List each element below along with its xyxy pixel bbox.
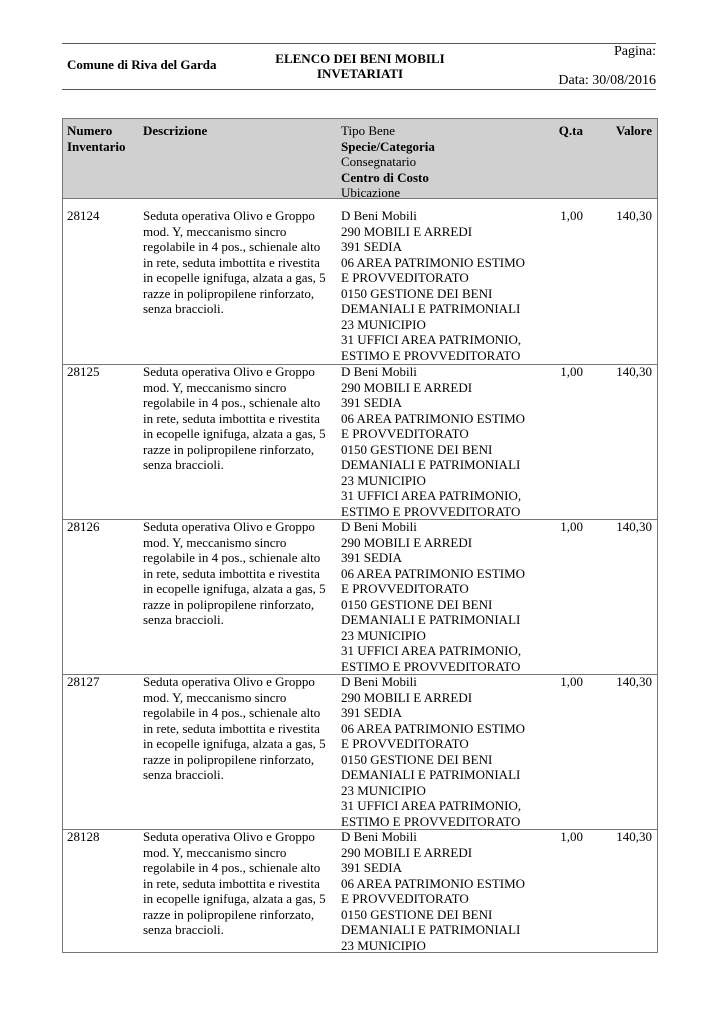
cell-descrizione [143, 208, 335, 317]
cell-qta: 1,00 [560, 364, 583, 379]
tipo-line: 391 SEDIA [341, 860, 403, 875]
descrizione-line: mod. Y, meccanismo sincro [143, 534, 287, 550]
tipo-line: DEMANIALI E PATRIMONIALI [341, 457, 521, 472]
tipo-line: 23 MUNICIPIO [341, 782, 426, 798]
tipo-line: 23 MUNICIPIO [341, 316, 426, 332]
header-numero-line1: Numero [67, 123, 113, 138]
tipo-line: 06 AREA PATRIMONIO ESTIMO [341, 565, 526, 581]
table-row [63, 209, 657, 365]
header-qta: Q.ta [558, 123, 583, 138]
cell-valore: 140,30 [616, 364, 652, 379]
descrizione-line: mod. Y, meccanismo sincro [143, 844, 287, 860]
inventory-table [62, 118, 658, 953]
tipo-line: 290 MOBILI E ARREDI [341, 689, 473, 705]
header-ubicazione: Ubicazione [341, 185, 401, 200]
tipo-line: E PROVVEDITORATO [341, 426, 469, 441]
tipo-line: 31 UFFICI AREA PATRIMONIO, [341, 332, 522, 347]
tipo-line: 391 SEDIA [341, 395, 403, 410]
cell-descrizione [143, 364, 335, 473]
cell-tipo-bene [341, 519, 541, 674]
header-bottom-rule [62, 89, 656, 90]
cell-valore: 140,30 [616, 519, 652, 534]
descrizione-line: regolabile in 4 pos., schienale alto [143, 550, 321, 565]
header-valore: Valore [615, 123, 652, 138]
descrizione-line: in rete, seduta imbottita e rivestita [143, 875, 320, 891]
tipo-line: DEMANIALI E PATRIMONIALI [341, 922, 521, 937]
cell-numero-inventario: 28124 [67, 208, 100, 223]
cell-tipo-bene [341, 829, 541, 953]
cell-descrizione [143, 519, 335, 628]
header-top-rule [62, 43, 656, 44]
descrizione-line: in rete, seduta imbottita e rivestita [143, 254, 320, 270]
descrizione-line: senza braccioli. [143, 612, 224, 627]
descrizione-line: mod. Y, meccanismo sincro [143, 379, 287, 395]
tipo-line: 0150 GESTIONE DEI BENI [341, 596, 493, 612]
table-row [63, 520, 657, 675]
table-header-row [63, 119, 657, 199]
tipo-line: 0150 GESTIONE DEI BENI [341, 441, 493, 457]
tipo-line: E PROVVEDITORATO [341, 891, 469, 906]
descrizione-line: razze in polipropilene rinforzato, [143, 441, 315, 457]
descrizione-line: razze in polipropilene rinforzato, [143, 751, 315, 767]
cell-descrizione [143, 674, 335, 783]
tipo-line: 06 AREA PATRIMONIO ESTIMO [341, 410, 526, 426]
descrizione-line: senza braccioli. [143, 301, 224, 316]
tipo-line: 06 AREA PATRIMONIO ESTIMO [341, 875, 526, 891]
tipo-line: 0150 GESTIONE DEI BENI [341, 906, 493, 922]
descrizione-line: regolabile in 4 pos., schienale alto [143, 395, 321, 410]
descrizione-line: regolabile in 4 pos., schienale alto [143, 239, 321, 254]
document-title-line2: INVETARIATI [316, 66, 404, 81]
page-label: Pagina: [614, 44, 656, 59]
tipo-line: D Beni Mobili [341, 364, 417, 379]
descrizione-line: Seduta operativa Olivo e Groppo [143, 829, 315, 844]
descrizione-line: mod. Y, meccanismo sincro [143, 223, 287, 239]
cell-numero-inventario: 28128 [67, 829, 100, 844]
tipo-line: D Beni Mobili [341, 208, 417, 223]
tipo-line: 290 MOBILI E ARREDI [341, 844, 473, 860]
descrizione-line: senza braccioli. [143, 767, 224, 782]
descrizione-line: razze in polipropilene rinforzato, [143, 596, 315, 612]
tipo-line: E PROVVEDITORATO [341, 581, 469, 596]
tipo-line: E PROVVEDITORATO [341, 736, 469, 751]
descrizione-line: Seduta operativa Olivo e Groppo [143, 519, 315, 534]
tipo-line: 31 UFFICI AREA PATRIMONIO, [341, 643, 522, 658]
tipo-line: 391 SEDIA [341, 550, 403, 565]
report-date: Data: 30/08/2016 [558, 73, 656, 88]
tipo-line: 31 UFFICI AREA PATRIMONIO, [341, 798, 522, 813]
descrizione-line: regolabile in 4 pos., schienale alto [143, 705, 321, 720]
cell-tipo-bene [341, 674, 541, 829]
tipo-line: 290 MOBILI E ARREDI [341, 534, 473, 550]
cell-qta: 1,00 [560, 674, 583, 689]
tipo-line: 391 SEDIA [341, 239, 403, 254]
tipo-line: DEMANIALI E PATRIMONIALI [341, 612, 521, 627]
descrizione-line: razze in polipropilene rinforzato, [143, 906, 315, 922]
descrizione-line: Seduta operativa Olivo e Groppo [143, 674, 315, 689]
tipo-line: ESTIMO E PROVVEDITORATO [341, 813, 521, 829]
header-numero-line2: Inventario [67, 138, 126, 154]
tipo-line: ESTIMO E PROVVEDITORATO [341, 347, 521, 363]
tipo-line: 0150 GESTIONE DEI BENI [341, 751, 493, 767]
tipo-line: DEMANIALI E PATRIMONIALI [341, 767, 521, 782]
header-tipo-group [341, 123, 541, 201]
tipo-line: E PROVVEDITORATO [341, 270, 469, 285]
table-row [63, 365, 657, 520]
descrizione-line: Seduta operativa Olivo e Groppo [143, 208, 315, 223]
cell-valore: 140,30 [616, 208, 652, 223]
cell-numero-inventario: 28127 [67, 674, 100, 689]
tipo-line: ESTIMO E PROVVEDITORATO [341, 503, 521, 519]
tipo-line: 23 MUNICIPIO [341, 627, 426, 643]
cell-valore: 140,30 [616, 674, 652, 689]
document-title [250, 51, 470, 81]
descrizione-line: razze in polipropilene rinforzato, [143, 285, 315, 301]
tipo-line: ESTIMO E PROVVEDITORATO [341, 658, 521, 674]
header-centro-di-costo: Centro di Costo [341, 169, 429, 185]
descrizione-line: in ecopelle ignifuga, alzata a gas, 5 [143, 426, 326, 441]
descrizione-line: senza braccioli. [143, 922, 224, 937]
cell-numero-inventario: 28125 [67, 364, 100, 379]
descrizione-line: in ecopelle ignifuga, alzata a gas, 5 [143, 891, 326, 906]
header-consegnatario: Consegnatario [341, 154, 417, 169]
cell-qta: 1,00 [560, 829, 583, 844]
table-row [63, 830, 657, 953]
cell-tipo-bene [341, 208, 541, 363]
tipo-line: D Beni Mobili [341, 829, 417, 844]
tipo-line: D Beni Mobili [341, 674, 417, 689]
header-specie-categoria: Specie/Categoria [341, 138, 435, 154]
tipo-line: 290 MOBILI E ARREDI [341, 379, 473, 395]
descrizione-line: in rete, seduta imbottita e rivestita [143, 565, 320, 581]
tipo-line: 391 SEDIA [341, 705, 403, 720]
cell-valore: 140,30 [616, 829, 652, 844]
descrizione-line: in rete, seduta imbottita e rivestita [143, 410, 320, 426]
descrizione-line: senza braccioli. [143, 457, 224, 472]
tipo-line: 23 MUNICIPIO [341, 937, 426, 953]
descrizione-line: in rete, seduta imbottita e rivestita [143, 720, 320, 736]
tipo-line: D Beni Mobili [341, 519, 417, 534]
tipo-line: 23 MUNICIPIO [341, 472, 426, 488]
table-body [63, 209, 657, 953]
cell-descrizione [143, 829, 335, 938]
municipality-name: Comune di Riva del Garda [67, 57, 217, 72]
cell-qta: 1,00 [560, 208, 583, 223]
tipo-line: DEMANIALI E PATRIMONIALI [341, 301, 521, 316]
cell-tipo-bene [341, 364, 541, 519]
cell-numero-inventario: 28126 [67, 519, 100, 534]
header-tipo-bene: Tipo Bene [341, 123, 396, 138]
descrizione-line: Seduta operativa Olivo e Groppo [143, 364, 315, 379]
document-title-line1: ELENCO DEI BENI MOBILI [275, 51, 445, 66]
tipo-line: 06 AREA PATRIMONIO ESTIMO [341, 254, 526, 270]
descrizione-line: mod. Y, meccanismo sincro [143, 689, 287, 705]
table-row [63, 675, 657, 830]
header-numero-inventario [67, 123, 139, 154]
header-descrizione: Descrizione [143, 123, 208, 138]
tipo-line: 31 UFFICI AREA PATRIMONIO, [341, 488, 522, 503]
cell-qta: 1,00 [560, 519, 583, 534]
tipo-line: 0150 GESTIONE DEI BENI [341, 285, 493, 301]
descrizione-line: regolabile in 4 pos., schienale alto [143, 860, 321, 875]
descrizione-line: in ecopelle ignifuga, alzata a gas, 5 [143, 270, 326, 285]
descrizione-line: in ecopelle ignifuga, alzata a gas, 5 [143, 736, 326, 751]
tipo-line: 06 AREA PATRIMONIO ESTIMO [341, 720, 526, 736]
tipo-line: 290 MOBILI E ARREDI [341, 223, 473, 239]
descrizione-line: in ecopelle ignifuga, alzata a gas, 5 [143, 581, 326, 596]
